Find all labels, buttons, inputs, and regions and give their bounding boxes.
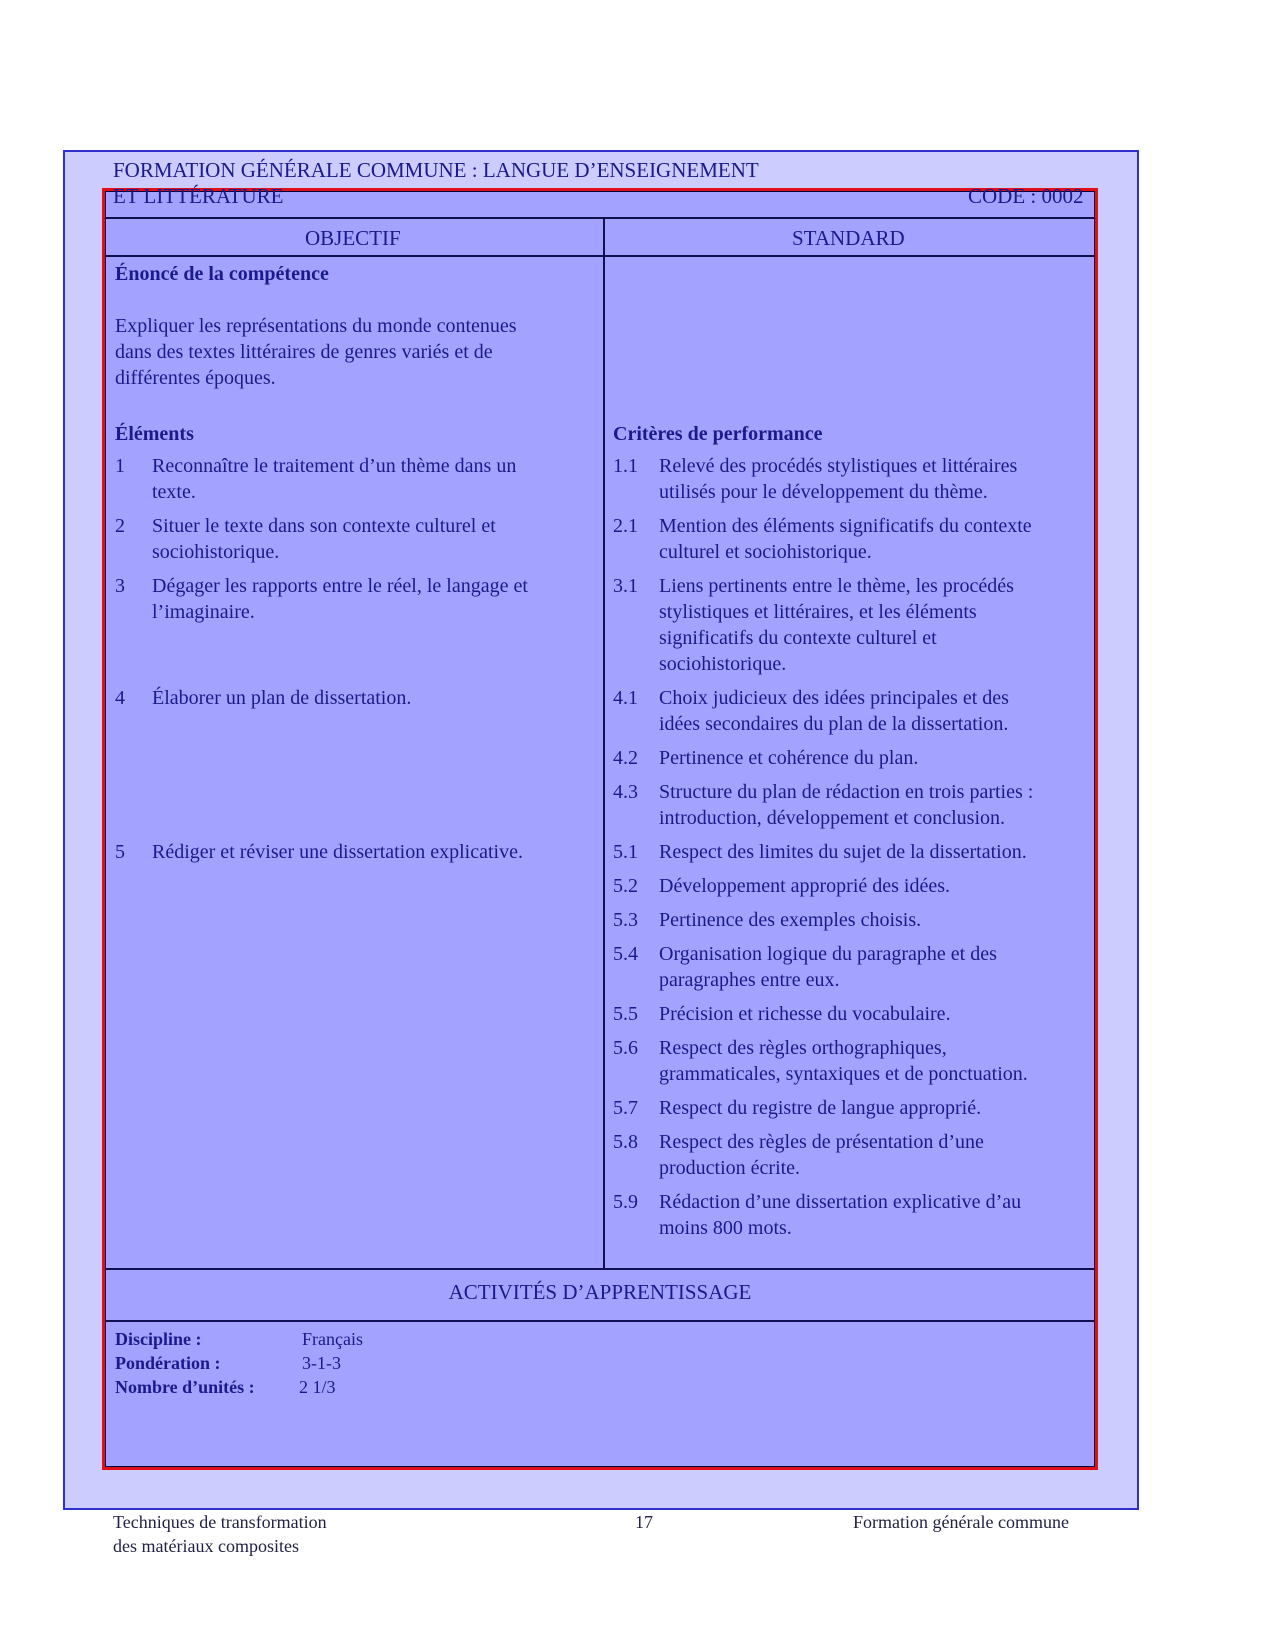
element-number: 4 [115, 687, 125, 709]
criterion-text-line: moins 800 mots. [659, 1217, 792, 1239]
criterion-number: 5.6 [613, 1037, 638, 1059]
criterion-number: 5.1 [613, 841, 638, 863]
objectif-header: OBJECTIF [305, 226, 401, 250]
criterion-text-line: Pertinence des exemples choisis. [659, 909, 922, 931]
criteria-heading: Critères de performance [613, 423, 823, 445]
competence-heading: Énoncé de la compétence [115, 263, 329, 285]
criterion-text-line: idées secondaires du plan de la dissertation. [659, 713, 1009, 735]
criterion-number: 4.2 [613, 747, 638, 769]
criterion-text-line: Respect des règles orthographiques, [659, 1037, 947, 1059]
element-text-line: l’imaginaire. [152, 601, 255, 623]
element-text-line: sociohistorique. [152, 541, 280, 563]
criterion-number: 5.8 [613, 1131, 638, 1153]
criterion-text-line: Pertinence et cohérence du plan. [659, 747, 919, 769]
criterion-number: 2.1 [613, 515, 638, 537]
document-title-line1: FORMATION GÉNÉRALE COMMUNE : LANGUE D’ENSEIGNEMENT [113, 158, 759, 182]
element-text-line: texte. [152, 481, 196, 503]
units-label: Nombre d’unités : [115, 1377, 255, 1397]
table-top-rule [105, 217, 1095, 219]
ponderation-label: Pondération : [115, 1353, 221, 1373]
criterion-text-line: Développement approprié des idées. [659, 875, 951, 897]
criterion-number: 5.5 [613, 1003, 638, 1025]
criterion-text-line: significatifs du contexte culturel et [659, 627, 937, 649]
activities-top-rule [105, 1268, 1095, 1270]
criterion-text-line: paragraphes entre eux. [659, 969, 840, 991]
criterion-text-line: Rédaction d’une dissertation explicative d’au [659, 1191, 1022, 1213]
discipline-label: Discipline : [115, 1329, 202, 1349]
criterion-text-line: grammaticales, syntaxiques et de ponctuation. [659, 1063, 1028, 1085]
element-text-line: Situer le texte dans son contexte culturel et [152, 515, 496, 537]
criterion-text-line: Respect du registre de langue approprié. [659, 1097, 982, 1119]
criterion-number: 5.2 [613, 875, 638, 897]
element-number: 5 [115, 841, 125, 863]
criterion-text-line: Liens pertinents entre le thème, les procédés [659, 575, 1014, 597]
criterion-number: 5.4 [613, 943, 638, 965]
element-number: 2 [115, 515, 125, 537]
page-number: 17 [635, 1512, 653, 1532]
criterion-text-line: introduction, développement et conclusion. [659, 807, 1006, 829]
element-text-line: Dégager les rapports entre le réel, le langage et [152, 575, 528, 597]
criterion-text-line: culturel et sociohistorique. [659, 541, 872, 563]
footer-program-line2: des matériaux composites [113, 1536, 299, 1556]
criterion-text-line: Respect des limites du sujet de la dissertation. [659, 841, 1027, 863]
competence-text-line-1: Expliquer les représentations du monde contenues [115, 315, 517, 337]
standard-header: STANDARD [792, 226, 905, 250]
activities-title: ACTIVITÉS D’APPRENTISSAGE [448, 1280, 752, 1304]
criterion-number: 5.3 [613, 909, 638, 931]
column-divider [603, 218, 605, 1268]
criterion-text-line: Respect des règles de présentation d’une [659, 1131, 984, 1153]
criterion-text-line: sociohistorique. [659, 653, 787, 675]
criterion-text-line: stylistiques et littéraires, et les éléments [659, 601, 977, 623]
criterion-text-line: production écrite. [659, 1157, 801, 1179]
header-rule [105, 255, 1095, 257]
competence-table [102, 188, 1098, 1470]
discipline-value: Français [302, 1329, 363, 1349]
footer-section: Formation générale commune [853, 1512, 1069, 1532]
criterion-text-line: Organisation logique du paragraphe et des [659, 943, 997, 965]
criterion-number: 4.1 [613, 687, 638, 709]
footer-program-line1: Techniques de transformation [113, 1512, 327, 1532]
criterion-number: 4.3 [613, 781, 638, 803]
criterion-text-line: Relevé des procédés stylistiques et littéraires [659, 455, 1018, 477]
element-text-line: Élaborer un plan de dissertation. [152, 687, 412, 709]
element-text-line: Reconnaître le traitement d’un thème dans un [152, 455, 517, 477]
activities-header-rule [105, 1320, 1095, 1322]
document-title-line2: ET LITTÉRATURE [113, 184, 284, 208]
units-value: 2 1/3 [299, 1377, 336, 1397]
element-text-line: Rédiger et réviser une dissertation explicative. [152, 841, 523, 863]
element-number: 3 [115, 575, 125, 597]
criterion-text-line: Précision et richesse du vocabulaire. [659, 1003, 951, 1025]
criterion-text-line: Mention des éléments significatifs du contexte [659, 515, 1032, 537]
criterion-text-line: utilisés pour le développement du thème. [659, 481, 988, 503]
criterion-text-line: Choix judicieux des idées principales et des [659, 687, 1009, 709]
criterion-number: 1.1 [613, 455, 638, 477]
competence-text-line-3: différentes époques. [115, 367, 276, 389]
ponderation-value: 3-1-3 [302, 1353, 341, 1373]
elements-heading: Éléments [115, 423, 194, 445]
competence-text-line-2: dans des textes littéraires de genres variés et de [115, 341, 493, 363]
criterion-number: 5.7 [613, 1097, 638, 1119]
course-code: CODE : 0002 [968, 184, 1084, 208]
criterion-number: 3.1 [613, 575, 638, 597]
element-number: 1 [115, 455, 125, 477]
criterion-text-line: Structure du plan de rédaction en trois parties : [659, 781, 1034, 803]
criterion-number: 5.9 [613, 1191, 638, 1213]
